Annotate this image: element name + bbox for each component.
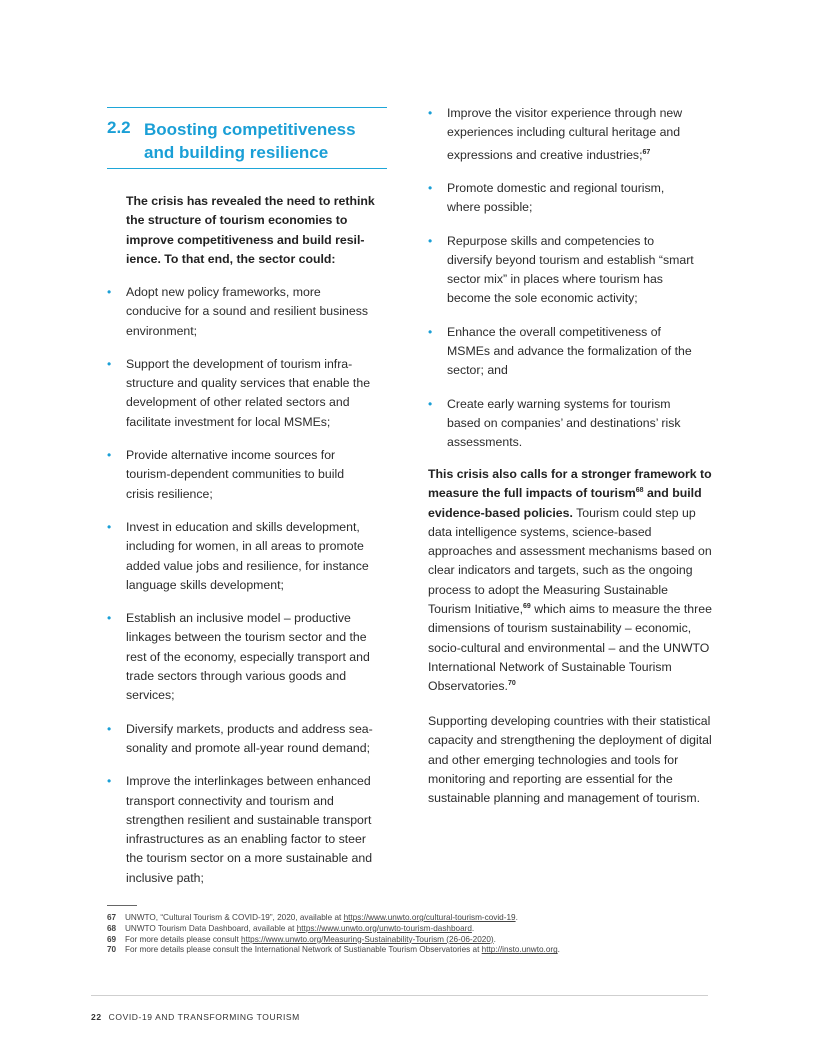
footnote-link[interactable]: https://www.unwto.org/Measuring-Sustainability-Tourism (26-06-2020) (241, 934, 494, 944)
bullet-dot-icon: • (428, 396, 433, 411)
section-heading (107, 107, 387, 169)
list-item: • Diversify markets, products and address seasonality and promote all-year round demand; (107, 721, 373, 755)
bullet-dot-icon: • (107, 356, 112, 371)
bullet-dot-icon: • (107, 774, 112, 789)
list-item: • Invest in education and skills development, including for women, in all areas to promote added value jobs and resilience, for instance language skills development; (107, 519, 369, 592)
right-bullet-list (428, 104, 696, 467)
list-item: • Provide alternative income sources for tourism-dependent communities to build crisis resilience; (107, 448, 345, 501)
footer-divider (91, 995, 708, 996)
bullet-dot-icon: • (107, 611, 112, 626)
footnote: 68 UNWTO Tourism Data Dashboard, available at https://www.unwto.org/unwto-tourism-dashboard. (107, 923, 475, 933)
bullet-dot-icon: • (428, 324, 433, 339)
footnote-ref[interactable]: 70 (507, 680, 516, 688)
list-item: • Establish an inclusive model – productive linkages between the tourism sector and the rest of the economy, especially transport and trade sectors through various goods and services; (107, 611, 370, 703)
footnote-link[interactable]: https://www.unwto.org/cultural-tourism-covid-19 (343, 913, 516, 922)
section-number: 2.2 (107, 118, 131, 137)
intro-paragraph: The crisis has revealed the need to rethink the structure of tourism economies to improve competitiveness and build resilience. To that end, the sector could: (126, 194, 375, 266)
list-item: • Create early warning systems for tourism based on companies’ and destinations’ risk assessments. (428, 396, 681, 450)
footnote-link[interactable]: http://insto.unwto.org (481, 945, 558, 955)
bullet-dot-icon: • (428, 233, 433, 248)
list-item: • Improve the visitor experience through new experiences including cultural heritage and expressions and creative industries;$^{67}$ (428, 106, 683, 162)
footnotes (107, 913, 707, 956)
footnote-ref[interactable]: 68 (635, 487, 644, 495)
bullet-dot-icon: • (107, 285, 112, 299)
section-title: Boosting competitiveness and building resilience (144, 120, 356, 162)
developing-countries-paragraph: Supporting developing countries with their statistical capacity and strengthening the deployment of digital and other emerging technologies and tools for monitoring and reporting are essential for the sustainable planning and management of tourism. (428, 714, 712, 806)
running-title: COVID-19 AND TRANSFORMING TOURISM (108, 1012, 300, 1022)
list-item: • Improve the interlinkages between enhanced transport connectivity and tourism and strengthen resilient and sustainable transport infrastructures as an enabling factor to steer the tourism sector on a more sustainable and inclusive path; (107, 774, 373, 885)
list-item: • Repurpose skills and competencies to diversify beyond tourism and establish “smart sector mix” in places where tourism has become the sole economic activity; (428, 233, 694, 306)
footnote: 67 UNWTO, “Cultural Tourism & COVID-19”, 2020, available at https://www.unwto.org/cultural-tourism-covid-19. (107, 913, 518, 922)
list-item: • Promote domestic and regional tourism, where possible; (428, 180, 665, 215)
bullet-dot-icon: • (107, 448, 112, 463)
footnote-link[interactable]: https://www.unwto.org/unwto-tourism-dashboard (296, 923, 472, 933)
bullet-dot-icon: • (428, 180, 433, 195)
bullet-dot-icon: • (428, 106, 433, 120)
footnote: 69 For more details please consult https://www.unwto.org/Measuring-Sustainability-Tourism (26-06-2020). (107, 934, 496, 944)
footnote-ref[interactable]: 67 (642, 148, 651, 156)
footnote: 70 For more details please consult the International Network of Sustianable Tourism Observatories at http://insto.unwto.org. (107, 945, 560, 955)
framework-paragraph: This crisis also calls for a stronger framework to measure the full impacts of tourism$^{68}$ and build evidence-based policies. Tourism could step up data intelligence systems, science-based approaches and assessment mechanisms based on clear indicators and targets, such as the ongoing process to adopt the Measuring Sustainable Tourism Initiative,$^{69}$ which aims to measure the three dimensions of tourism sustainability – economic, socio-cultural and environmental – and the UNWTO International Network of Sustainable Tourism Observatories.$^{70}$ (428, 467, 712, 694)
list-item: • Adopt new policy frameworks, more conducive for a sound and resilient business environment; (107, 285, 368, 338)
list-item: • Enhance the overall competitiveness of MSMEs and advance the formalization of the sector; and (428, 324, 692, 378)
bullet-dot-icon: • (107, 519, 112, 534)
footnote-ref[interactable]: 69 (523, 602, 531, 610)
footnote-divider (107, 905, 137, 906)
left-bullet-list (107, 283, 375, 902)
page-footer (91, 1012, 300, 1022)
page-number: 22 (91, 1012, 102, 1022)
bullet-dot-icon: • (107, 721, 112, 736)
list-item: • Support the development of tourism infrastructure and quality services that enable the development of other related sectors and facilitate investment for local MSMEs; (107, 356, 371, 429)
